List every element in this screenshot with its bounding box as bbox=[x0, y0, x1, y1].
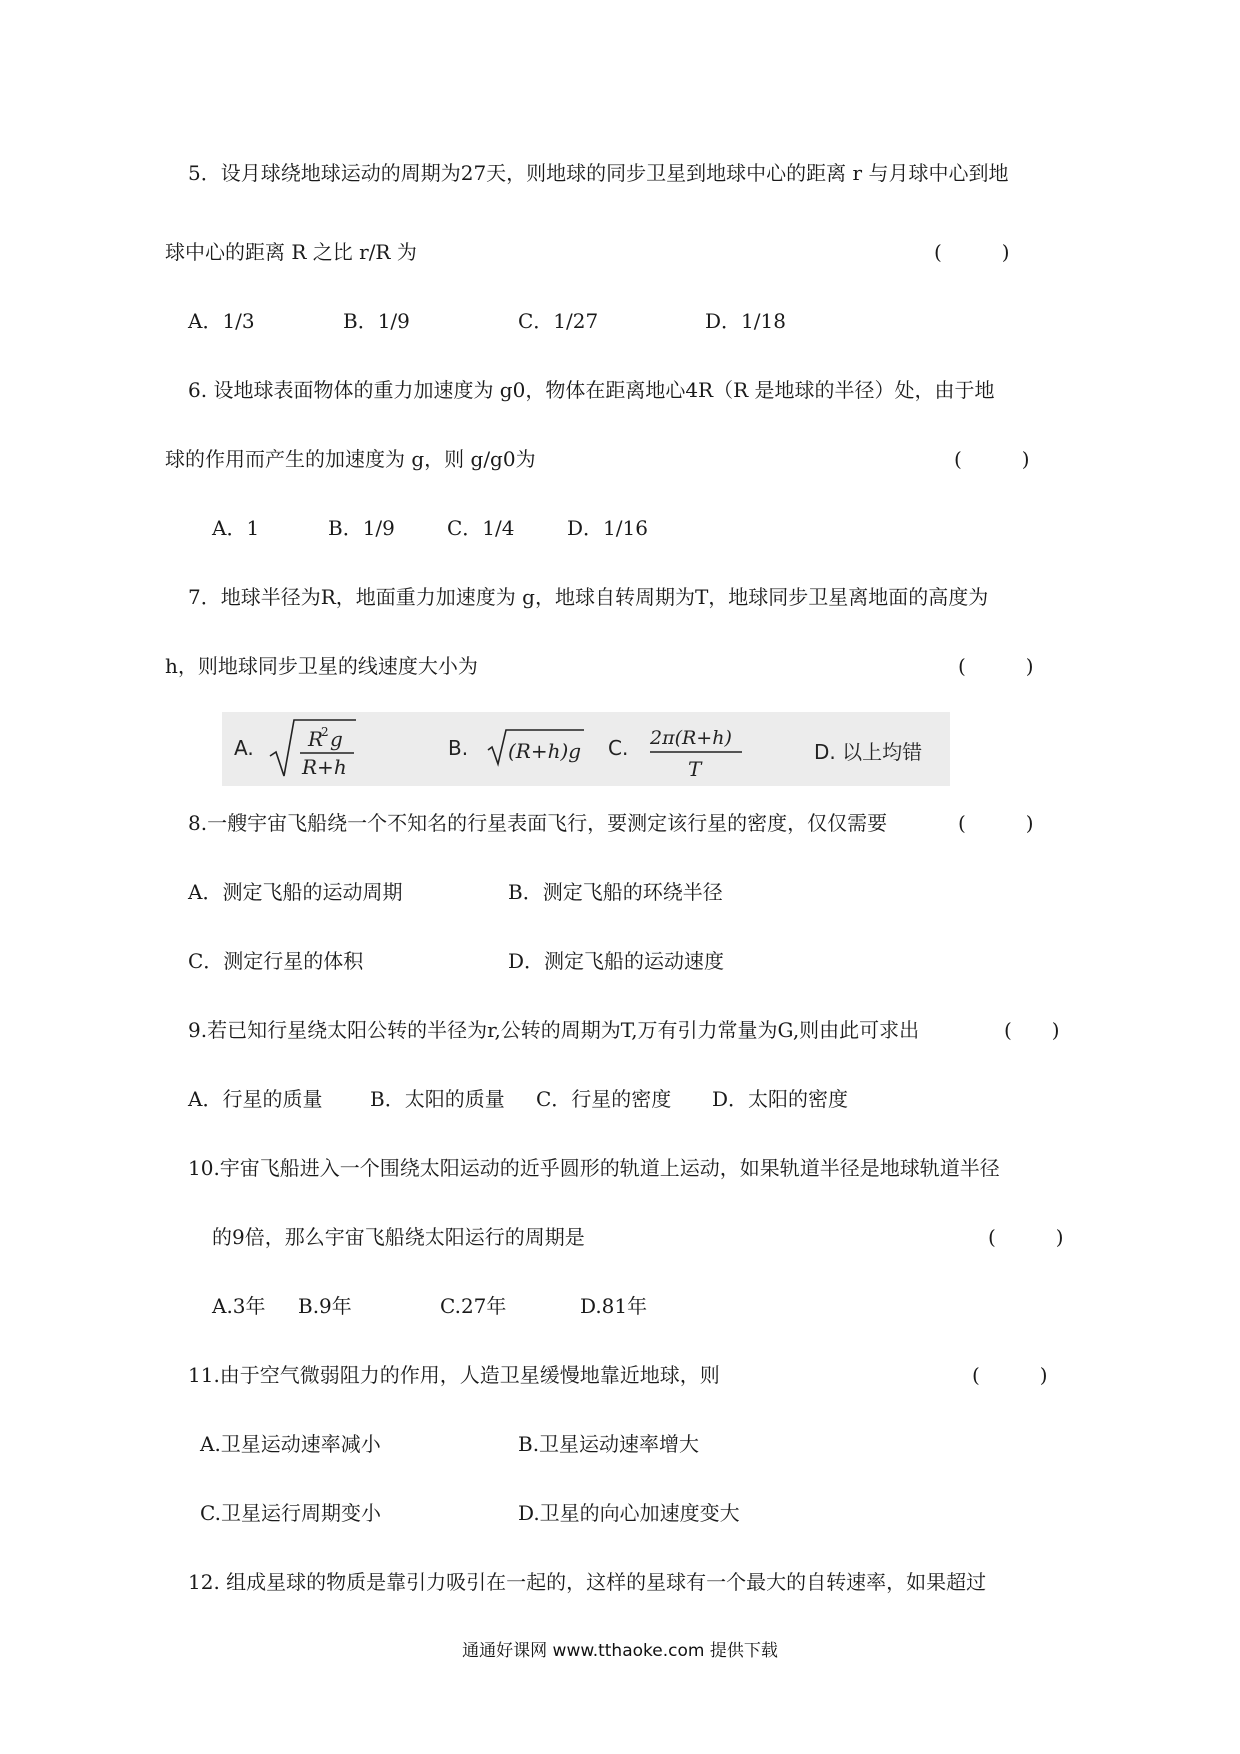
q6-option-d: D．1/16 bbox=[567, 516, 648, 540]
q6-line1: 6. 设地球表面物体的重力加速度为 g0，物体在距离地心4R（R 是地球的半径）处，由于地 bbox=[188, 378, 995, 402]
q11-option-d: D.卫星的向心加速度变大 bbox=[518, 1501, 740, 1525]
q11-option-c: C.卫星运行周期变小 bbox=[200, 1501, 381, 1525]
q8-option-c: C．测定行星的体积 bbox=[188, 949, 364, 973]
q7-line1: 7．地球半径为R，地面重力加速度为 g，地球自转周期为T，地球同步卫星离地面的高度为 bbox=[188, 585, 989, 609]
svg-text:g: g bbox=[330, 727, 343, 751]
q7-formula-a bbox=[268, 716, 358, 782]
q7-option-c: C. bbox=[608, 736, 629, 760]
q10-option-b: B.9年 bbox=[298, 1294, 352, 1318]
q9-option-a: A．行星的质量 bbox=[188, 1087, 323, 1111]
q11-option-b: B.卫星运动速率增大 bbox=[518, 1432, 700, 1456]
svg-text:2π(R+h): 2π(R+h) bbox=[650, 727, 732, 749]
q8-line1: 8.一艘宇宙飞船绕一个不知名的行星表面飞行，要测定该行星的密度，仅仅需要 bbox=[188, 811, 888, 835]
q7-option-d: D. 以上均错 bbox=[814, 740, 923, 764]
q7-answer-paren: ( ) bbox=[958, 654, 1034, 678]
q6-line2: 球的作用而产生的加速度为 g，则 g/g0为 bbox=[165, 447, 536, 471]
q6-option-a: A．1 bbox=[212, 516, 260, 540]
q10-option-d: D.81年 bbox=[580, 1294, 648, 1318]
q10-line2: 的9倍，那么宇宙飞船绕太阳运行的周期是 bbox=[212, 1225, 585, 1249]
svg-text:2: 2 bbox=[321, 725, 329, 739]
q6-option-c: C．1/4 bbox=[447, 516, 515, 540]
q9-option-c: C．行星的密度 bbox=[536, 1087, 672, 1111]
q5-option-d: D．1/18 bbox=[705, 309, 786, 333]
q5-answer-paren: ( ) bbox=[934, 240, 1010, 264]
q10-answer-paren: ( ) bbox=[988, 1225, 1064, 1249]
svg-text:(R+h)g: (R+h)g bbox=[508, 739, 582, 763]
q5-option-c: C．1/27 bbox=[518, 309, 599, 333]
q11-answer-paren: ( ) bbox=[972, 1363, 1048, 1387]
q8-option-a: A．测定飞船的运动周期 bbox=[188, 880, 403, 904]
q12-line1: 12. 组成星球的物质是靠引力吸引在一起的，这样的星球有一个最大的自转速率，如果超过 bbox=[188, 1570, 987, 1594]
q5-line1: 5．设月球绕地球运动的周期为27天，则地球的同步卫星到地球中心的距离 r 与月球中心到地 bbox=[188, 161, 1009, 185]
q8-option-b: B．测定飞船的环绕半径 bbox=[508, 880, 723, 904]
q10-option-c: C.27年 bbox=[440, 1294, 507, 1318]
q5-option-b: B．1/9 bbox=[343, 309, 410, 333]
page-footer: 通通好课网 www.tthaoke.com 提供下载 bbox=[462, 1641, 778, 1661]
q10-option-a: A.3年 bbox=[212, 1294, 266, 1318]
q5-line2: 球中心的距离 R 之比 r/R 为 bbox=[165, 240, 417, 264]
q11-option-a: A.卫星运动速率减小 bbox=[200, 1432, 381, 1456]
q7-option-a: A. bbox=[234, 736, 254, 760]
q11-line1: 11.由于空气微弱阻力的作用，人造卫星缓慢地靠近地球，则 bbox=[188, 1363, 720, 1387]
q10-line1: 10.宇宙飞船进入一个围绕太阳运动的近乎圆形的轨道上运动，如果轨道半径是地球轨道半径 bbox=[188, 1156, 1000, 1180]
q7-line2: h，则地球同步卫星的线速度大小为 bbox=[165, 654, 478, 678]
q9-option-b: B．太阳的质量 bbox=[370, 1087, 505, 1111]
q7-options-image bbox=[222, 712, 950, 786]
q7-formula-c bbox=[646, 716, 746, 782]
q8-answer-paren: ( ) bbox=[958, 811, 1034, 835]
svg-text:T: T bbox=[688, 757, 702, 781]
q5-option-a: A．1/3 bbox=[188, 309, 255, 333]
q9-option-d: D．太阳的密度 bbox=[712, 1087, 849, 1111]
q7-formula-b bbox=[486, 726, 586, 770]
q8-option-d: D．测定飞船的运动速度 bbox=[508, 949, 725, 973]
svg-text:R: R bbox=[308, 727, 324, 751]
q9-line1: 9.若已知行星绕太阳公转的半径为r,公转的周期为T,万有引力常量为G,则由此可求出 bbox=[188, 1018, 920, 1042]
svg-text:R+h: R+h bbox=[302, 755, 347, 779]
q9-answer-paren: ( ) bbox=[1004, 1018, 1060, 1042]
q6-answer-paren: ( ) bbox=[954, 447, 1030, 471]
q6-option-b: B．1/9 bbox=[328, 516, 395, 540]
q7-option-b: B. bbox=[448, 736, 469, 760]
